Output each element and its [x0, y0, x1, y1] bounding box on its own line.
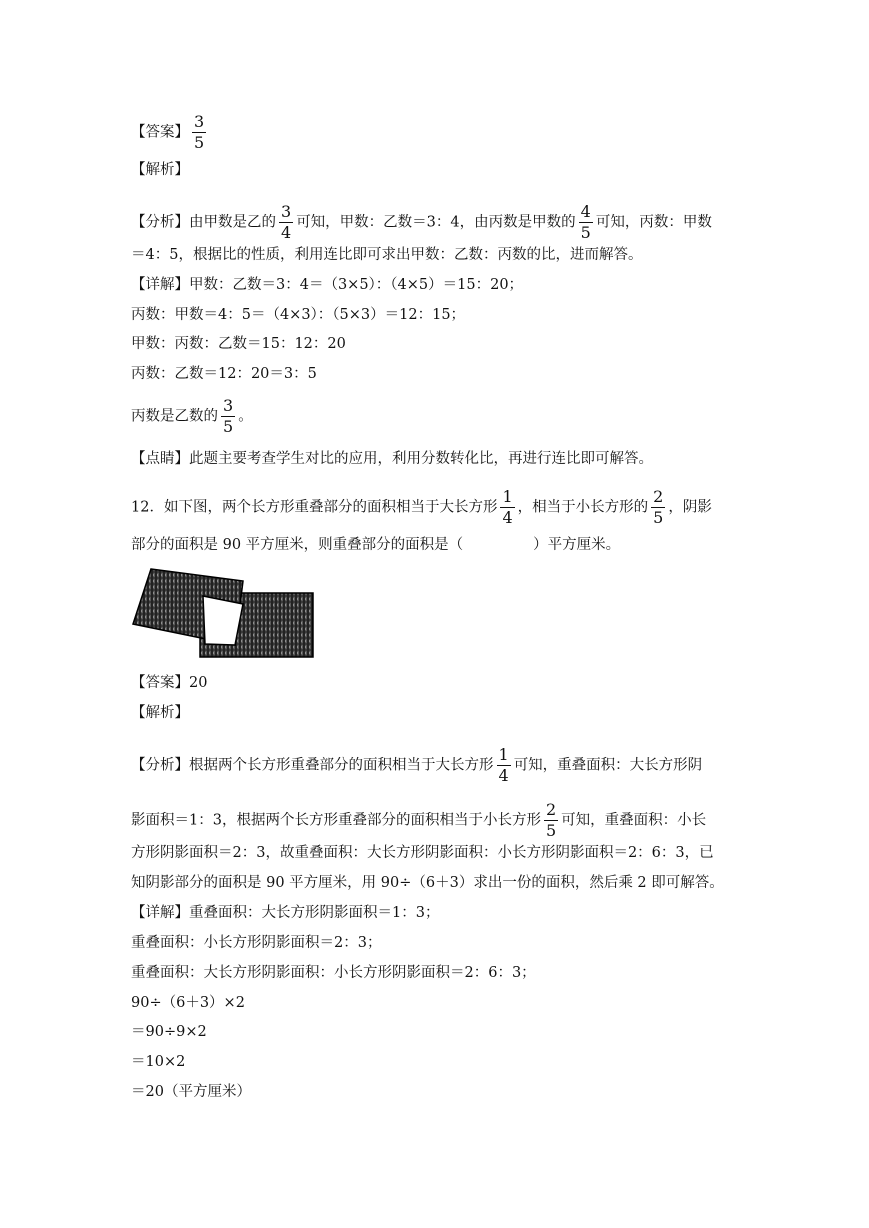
- fraction: $\frac{1}{4}$: [498, 745, 509, 785]
- q11-fenxi-line1: 【分析】由甲数是乙的 $\frac{3}{4}$ 可知，甲数：乙数＝3：4，由丙数是甲数的 $\frac{4}{5}$ 可知，丙数：甲数: [131, 202, 712, 242]
- q12-xiangjie-3: 重叠面积：大长方形阴影面积：小长方形阴影面积＝2：6：3；: [131, 965, 536, 981]
- q11-fenxi-line2: ＝4：5，根据比的性质，利用连比即可求出甲数：乙数：丙数的比，进而解答。: [131, 247, 643, 263]
- q12-question-line1: 12．如下图，两个长方形重叠部分的面积相当于大长方形 $\frac{1}{4}$ ，相当于小长方形的 $\frac{2}{5}$ ，阴影: [131, 487, 712, 527]
- q12-calc-3: ＝10×2: [131, 1054, 186, 1070]
- q12-xiangjie-2: 重叠面积：小长方形阴影面积＝2：3；: [131, 935, 382, 951]
- overlap-region: [203, 596, 243, 645]
- q12-xiangjie-1: 【详解】重叠面积：大长方形阴影面积＝1：3；: [131, 905, 440, 921]
- q12-jiexi: 【解析】: [131, 705, 189, 721]
- q11-xiangjie-2: 丙数：甲数＝4：5＝（4×3）：（5×3）＝12：15；: [131, 307, 466, 323]
- q12-answer: 【答案】20: [131, 675, 208, 691]
- q12-calc-4: ＝20（平方厘米）: [131, 1084, 251, 1100]
- q11-dianjing: 【点睛】此题主要考查学生对比的应用，利用分数转化比，再进行连比即可解答。: [131, 451, 653, 467]
- q12-fenxi-line4: 知阴影部分的面积是 90 平方厘米，用 90÷（6＋3）求出一份的面积，然后乘 2 即可解答。: [131, 875, 724, 891]
- q12-calc-1: 90÷（6＋3）×2: [131, 995, 245, 1011]
- q12-question-line2: 部分的面积是 90 平方厘米，则重叠部分的面积是（ ）平方厘米。: [131, 537, 621, 553]
- q12-fenxi-line2: 影面积＝1：3，根据两个长方形重叠部分的面积相当于小长方形 $\frac{2}{5}$ 可知，重叠面积：小长: [131, 800, 707, 840]
- q11-xiangjie-1: 【详解】甲数：乙数＝3：4＝（3×5）：（4×5）＝15：20；: [131, 277, 524, 293]
- q11-conclusion: 丙数是乙数的 $\frac{3}{5}$ 。: [131, 396, 253, 436]
- q12-fenxi-line1: 【分析】根据两个长方形重叠部分的面积相当于大长方形 $\frac{1}{4}$ 可知，重叠面积：大长方形阴: [131, 745, 703, 785]
- q12-calc-2: ＝90÷9×2: [131, 1024, 207, 1040]
- fraction: $\frac{2}{5}$: [545, 800, 557, 840]
- q11-xiangjie-3: 甲数：丙数：乙数＝15：12：20: [131, 336, 346, 352]
- fraction: $\frac{2}{5}$: [653, 487, 664, 527]
- overlapping-rectangles-figure: [131, 566, 316, 661]
- fraction: $\frac{1}{4}$: [502, 487, 513, 527]
- fraction: $\frac{3}{5}$: [223, 396, 234, 436]
- q11-jiexi: 【解析】: [131, 162, 189, 178]
- fraction: $\frac{3}{5}$: [194, 112, 205, 152]
- fraction: $\frac{4}{5}$: [580, 202, 591, 242]
- q11-answer: 【答案】 $\frac{3}{5}$: [131, 112, 205, 152]
- fraction: $\frac{3}{4}$: [281, 202, 292, 242]
- q11-xiangjie-4: 丙数：乙数＝12：20＝3：5: [131, 366, 317, 382]
- q12-fenxi-line3: 方形阴影面积＝2：3，故重叠面积：大长方形阴影面积：小长方形阴影面积＝2：6：3，已: [131, 845, 714, 861]
